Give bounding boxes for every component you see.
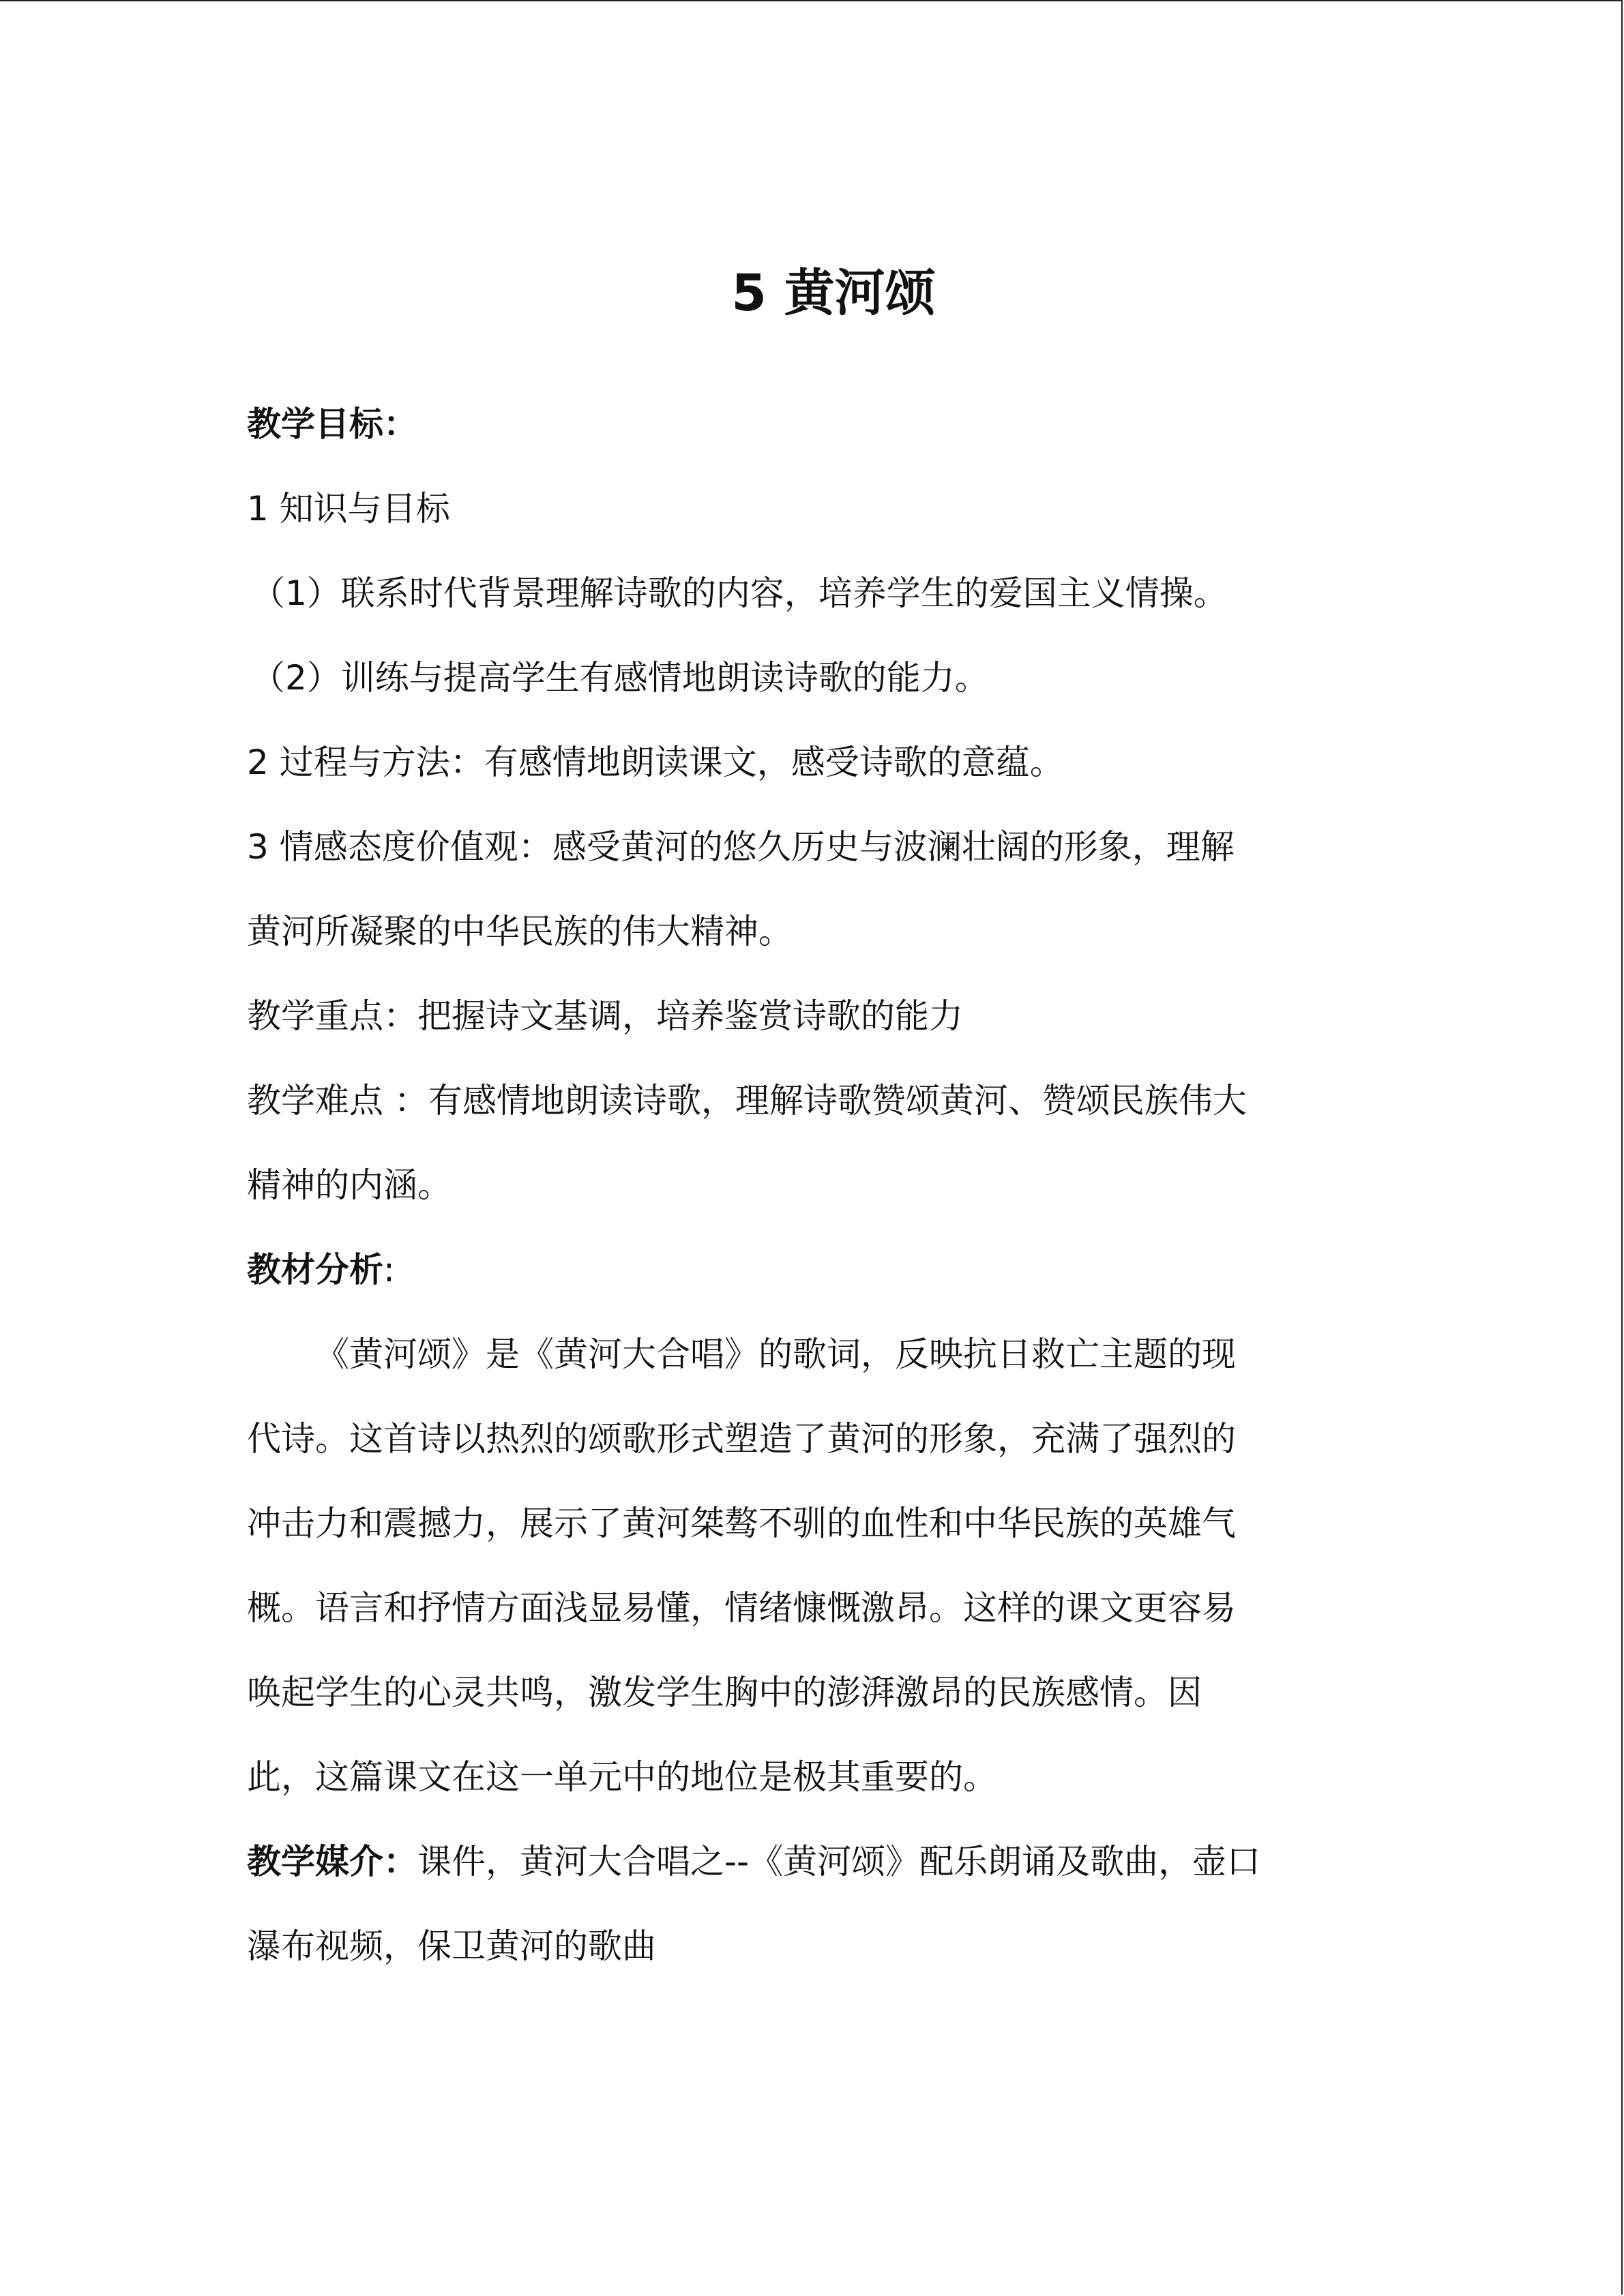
analysis-heading-row — [247, 1227, 1393, 1312]
media-line-1: 课件，黄河大合唱之--《黄河颂》配乐朗诵及歌曲，壶口 — [417, 1842, 1261, 1881]
media-row — [247, 1819, 1393, 1904]
document-body — [247, 259, 1393, 1988]
difficulty-line-1: 教学难点 ：有感情地朗读诗歌，理解诗歌赞颂黄河、赞颂民族伟大 — [247, 1081, 1247, 1120]
analysis-heading-colon: : — [383, 1250, 395, 1289]
analysis-heading: 教材分析 — [247, 1250, 383, 1289]
emotion-objective-line-2: 黄河所凝聚的中华民族的伟大精神。 — [247, 912, 793, 951]
knowledge-objective: 1 知识与目标 — [247, 489, 450, 528]
key-point: 教学重点：把握诗文基调，培养鉴赏诗歌的能力 — [247, 996, 963, 1036]
analysis-line: 冲击力和震撼力，展示了黄河桀骜不驯的血性和中华民族的英雄气 — [247, 1504, 1236, 1543]
analysis-line: 《黄河颂》是《黄河大合唱》的歌词，反映抗日救亡主题的现 — [315, 1335, 1236, 1374]
objectives-heading: 教学目标： — [247, 404, 417, 444]
media-line-2: 瀑布视频，保卫黄河的歌曲 — [247, 1926, 656, 1966]
objective-item-2: （2）训练与提高学生有感情地朗读诗歌的能力。 — [251, 658, 989, 698]
analysis-line: 概。语言和抒情方面浅显易懂，情绪慷慨激昂。这样的课文更容易 — [247, 1588, 1236, 1628]
difficulty-line-2: 精神的内涵。 — [247, 1165, 452, 1205]
process-objective: 2 过程与方法：有感情地朗读课文，感受诗歌的意蕴。 — [247, 743, 1064, 782]
analysis-line: 此，这篇课文在这一单元中的地位是极其重要的。 — [247, 1757, 997, 1797]
analysis-line: 代诗。这首诗以热烈的颂歌形式塑造了黄河的形象，充满了强烈的 — [247, 1419, 1236, 1459]
analysis-line: 唤起学生的心灵共鸣，激发学生胸中的澎湃激昂的民族感情。因 — [247, 1673, 1202, 1712]
media-heading: 教学媒介： — [247, 1842, 417, 1881]
analysis-paragraph — [247, 1312, 1393, 1819]
objective-item-1: （1）联系时代背景理解诗歌的内容，培养学生的爱国主义情操。 — [251, 573, 1228, 613]
page-title: 5 黄河颂 — [731, 264, 936, 323]
emotion-objective-line-1: 3 情感态度价值观：感受黄河的悠久历史与波澜壮阔的形象，理解 — [247, 827, 1235, 867]
